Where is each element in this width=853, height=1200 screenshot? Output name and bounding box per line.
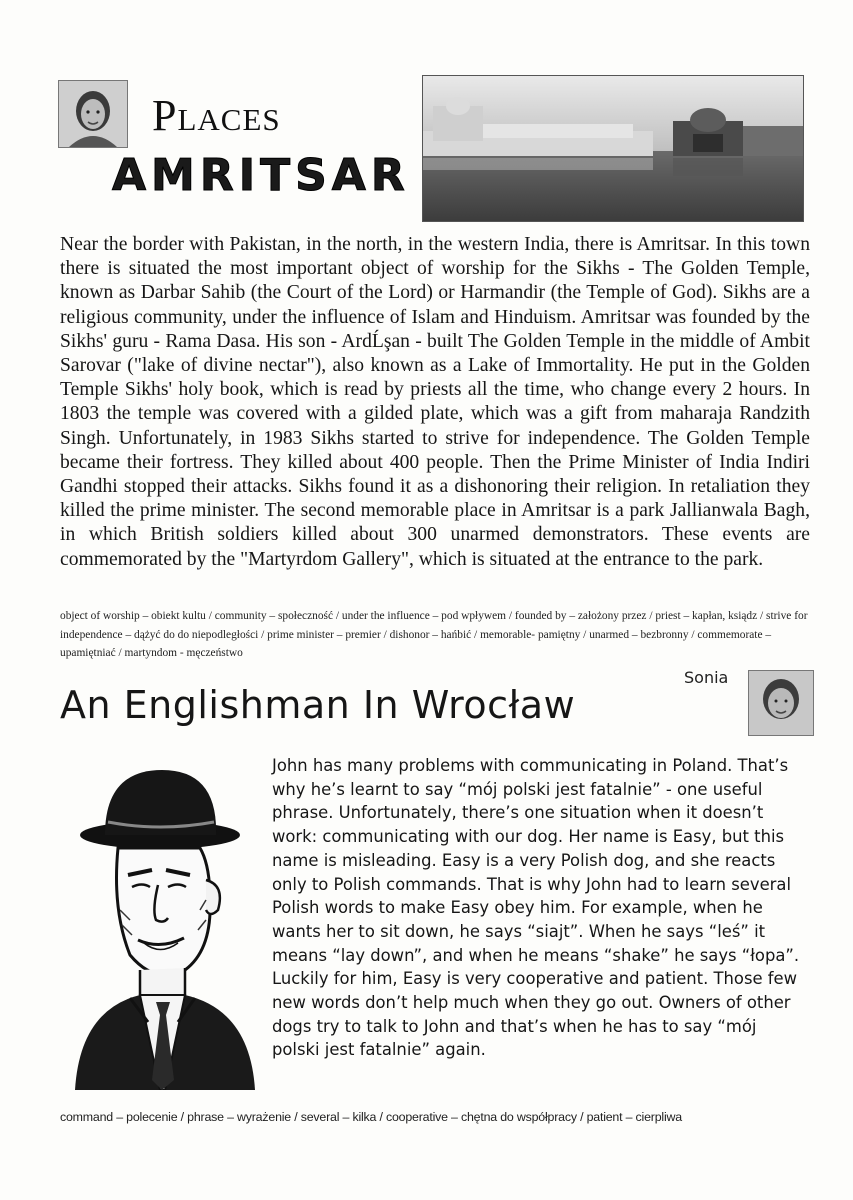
story-body: John has many problems with communicating in Poland. That’s why he’s learnt to say “mój polski jest fatalnie” - one useful phrase. Unfortunately, there’s one situation when it doesn’t work: communicating with our dog. Her name is Easy, but this name is misleading. Easy is a very Polish dog, and she reacts only to Polish commands. That is why John had to learn several Polish words to make Easy obey him. For example, when he wants her to sit down, he says “siajt”. When he says “leś” it means “lay down”, and when he means “shake” he says “łopa”. Luckily for him, Easy is very cooperative and patient. Those few new words don’t help much when they go out. Owners of other dogs try to talk to John and that’s when he has to say “mój polski jest fatalnie” again. <box>272 756 800 1060</box>
story-title: An Englishman In Wrocław <box>60 683 576 727</box>
author-photo <box>58 80 128 148</box>
author-photo <box>748 670 814 736</box>
section-label: Places <box>152 91 281 140</box>
golden-temple-photo <box>422 75 804 222</box>
author-name: Sonia <box>684 668 729 687</box>
story-glossary: command – polecenie / phrase – wyrażenie / several – kilka / cooperative – chętna do współpracy / patient – cierpliwa <box>60 1110 682 1124</box>
article-glossary: object of worship – obiekt kultu / community – społeczność / under the influence – pod wpływem / founded by – założony przez / priest – kapłan, ksiądz / strive for independence – dążyć do do niepodległości / prime minister – premier / dishonor – hańbić / memorable- pamiętny / unarmed – bezbronny / commemorate – upamiętniać / martyndom - męczeństwo <box>60 610 808 659</box>
article-body: Near the border with Pakistan, in the north, in the western India, there is Amritsar. In this town there is situated the most important object of worship for the Sikhs - The Golden Temple, known as Darbar Sahib (the Court of the Lord) or Harmandir (the Temple of God). Sikhs are a religious community, under the influence of Islam and Hinduism. Amritsar was founded by the Sikhs' guru - Rama Dasa. His son - ArdĹşan - built The Golden Temple in the middle of Ambit Sarovar ("lake of divine nectar"), also known as a Lake of Immortality. He put in the Golden Temple Sikhs' holy book, which is read by priests all the time, who change every 2 hours. In 1803 the temple was covered with a gilded plate, which was a gift from maharaja Randzith Singh. Unfortunately, in 1983 Sikhs started to strive for independence. The Golden Temple became their fortress. They killed about 400 people. Then the Prime Minister of India Indiri Gandhi stopped their attacks. Sikhs found it as a dishonoring their religion. In retaliation they killed the prime minister. The second memorable place in Amritsar is a park Jallianwala Bagh, in which British soldiers killed about 300 unarmed demonstrators. These events are commemorated by the "Martyrdom Gallery", which is situated at the entrance to the park. <box>60 234 810 570</box>
city-title: AMRITSAR <box>112 150 410 201</box>
englishman-cartoon <box>60 760 270 1090</box>
